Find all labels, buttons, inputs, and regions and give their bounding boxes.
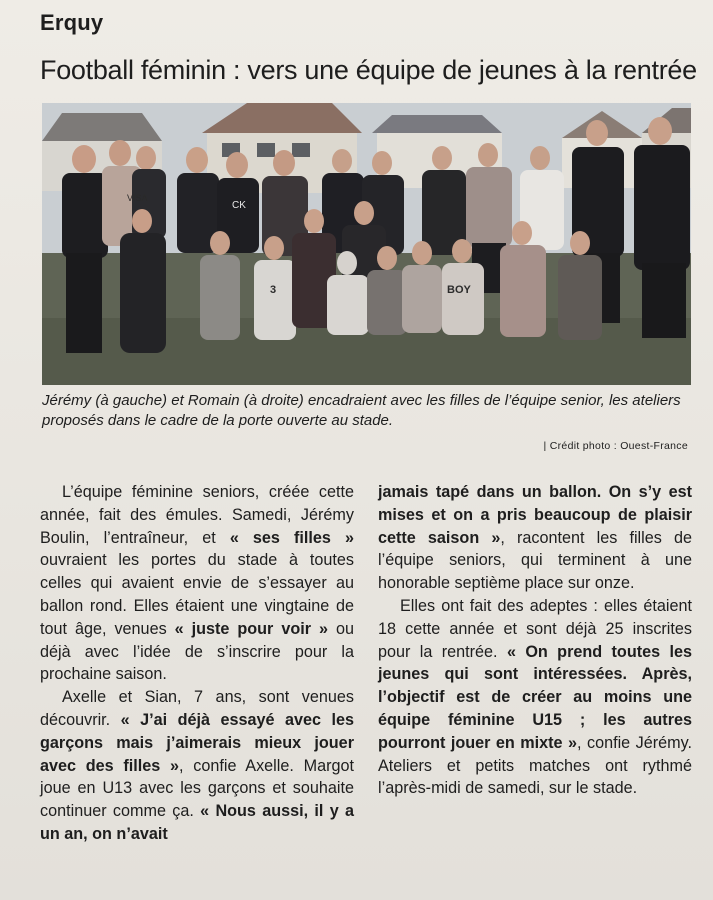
article-column-2 — [378, 481, 692, 800]
team-photo — [42, 103, 691, 385]
section-label: Erquy — [40, 10, 104, 35]
shirt-text: 3 — [270, 284, 277, 296]
article-paragraph: Axelle et Sian, 7 ans, sont venues découvrir. « J’ai déjà essayé avec les garçons mais j’aimerais mieux jouer avec des filles », confie Axelle. Margot joue en U13 avec les garçons et souhaite continuer comme ça. « Nous aussi, il y a un an, on n’avait — [40, 688, 355, 843]
shirt-text: CK — [232, 200, 246, 211]
article-headline: Football féminin : vers une équipe de jeunes à la rentrée — [40, 55, 697, 85]
shirt-text: BOY — [447, 284, 471, 296]
photo-caption: Jérémy (à gauche) et Romain (à droite) encadraient avec les filles de l’équipe senior, les ateliers proposés dans le cadre de la porte ouverte au stade. — [42, 392, 681, 429]
article-paragraph: L’équipe féminine seniors, créée cette année, fait des émules. Samedi, Jérémy Boulin, l’entraîneur, et « ses filles » ouvraient les portes du stade à toutes celles qui avaient envie de s’essayer au ballon rond. Elles étaient une vingtaine de tout âge, venues « juste pour voir » ou déjà avec l’idée de s’inscrire pour la prochaine saison. — [40, 483, 354, 684]
article-paragraph: Elles ont fait des adeptes : elles étaient 18 cette année et sont déjà 25 inscrites pour la rentrée. « On prend toutes les jeunes qui sont intéressées. Après, l’objectif est de créer au moins une équipe féminine U15 ; les autres pourront jouer en mixte », confie Jérémy. Ateliers et petits matches ont rythmé l’après-midi de samedi, sur le stade. — [378, 596, 692, 798]
shirt-text: VISA — [127, 193, 148, 203]
article-column-1 — [40, 481, 354, 846]
article-paragraph: jamais tapé dans un ballon. On s’y est mises et on a pris beaucoup de plaisir cette saison », racontent les filles de l’équipe seniors, qui terminent à une honorable septième place sur onze. — [378, 483, 692, 593]
photo-credit: | Crédit photo : Ouest-France — [543, 440, 688, 452]
